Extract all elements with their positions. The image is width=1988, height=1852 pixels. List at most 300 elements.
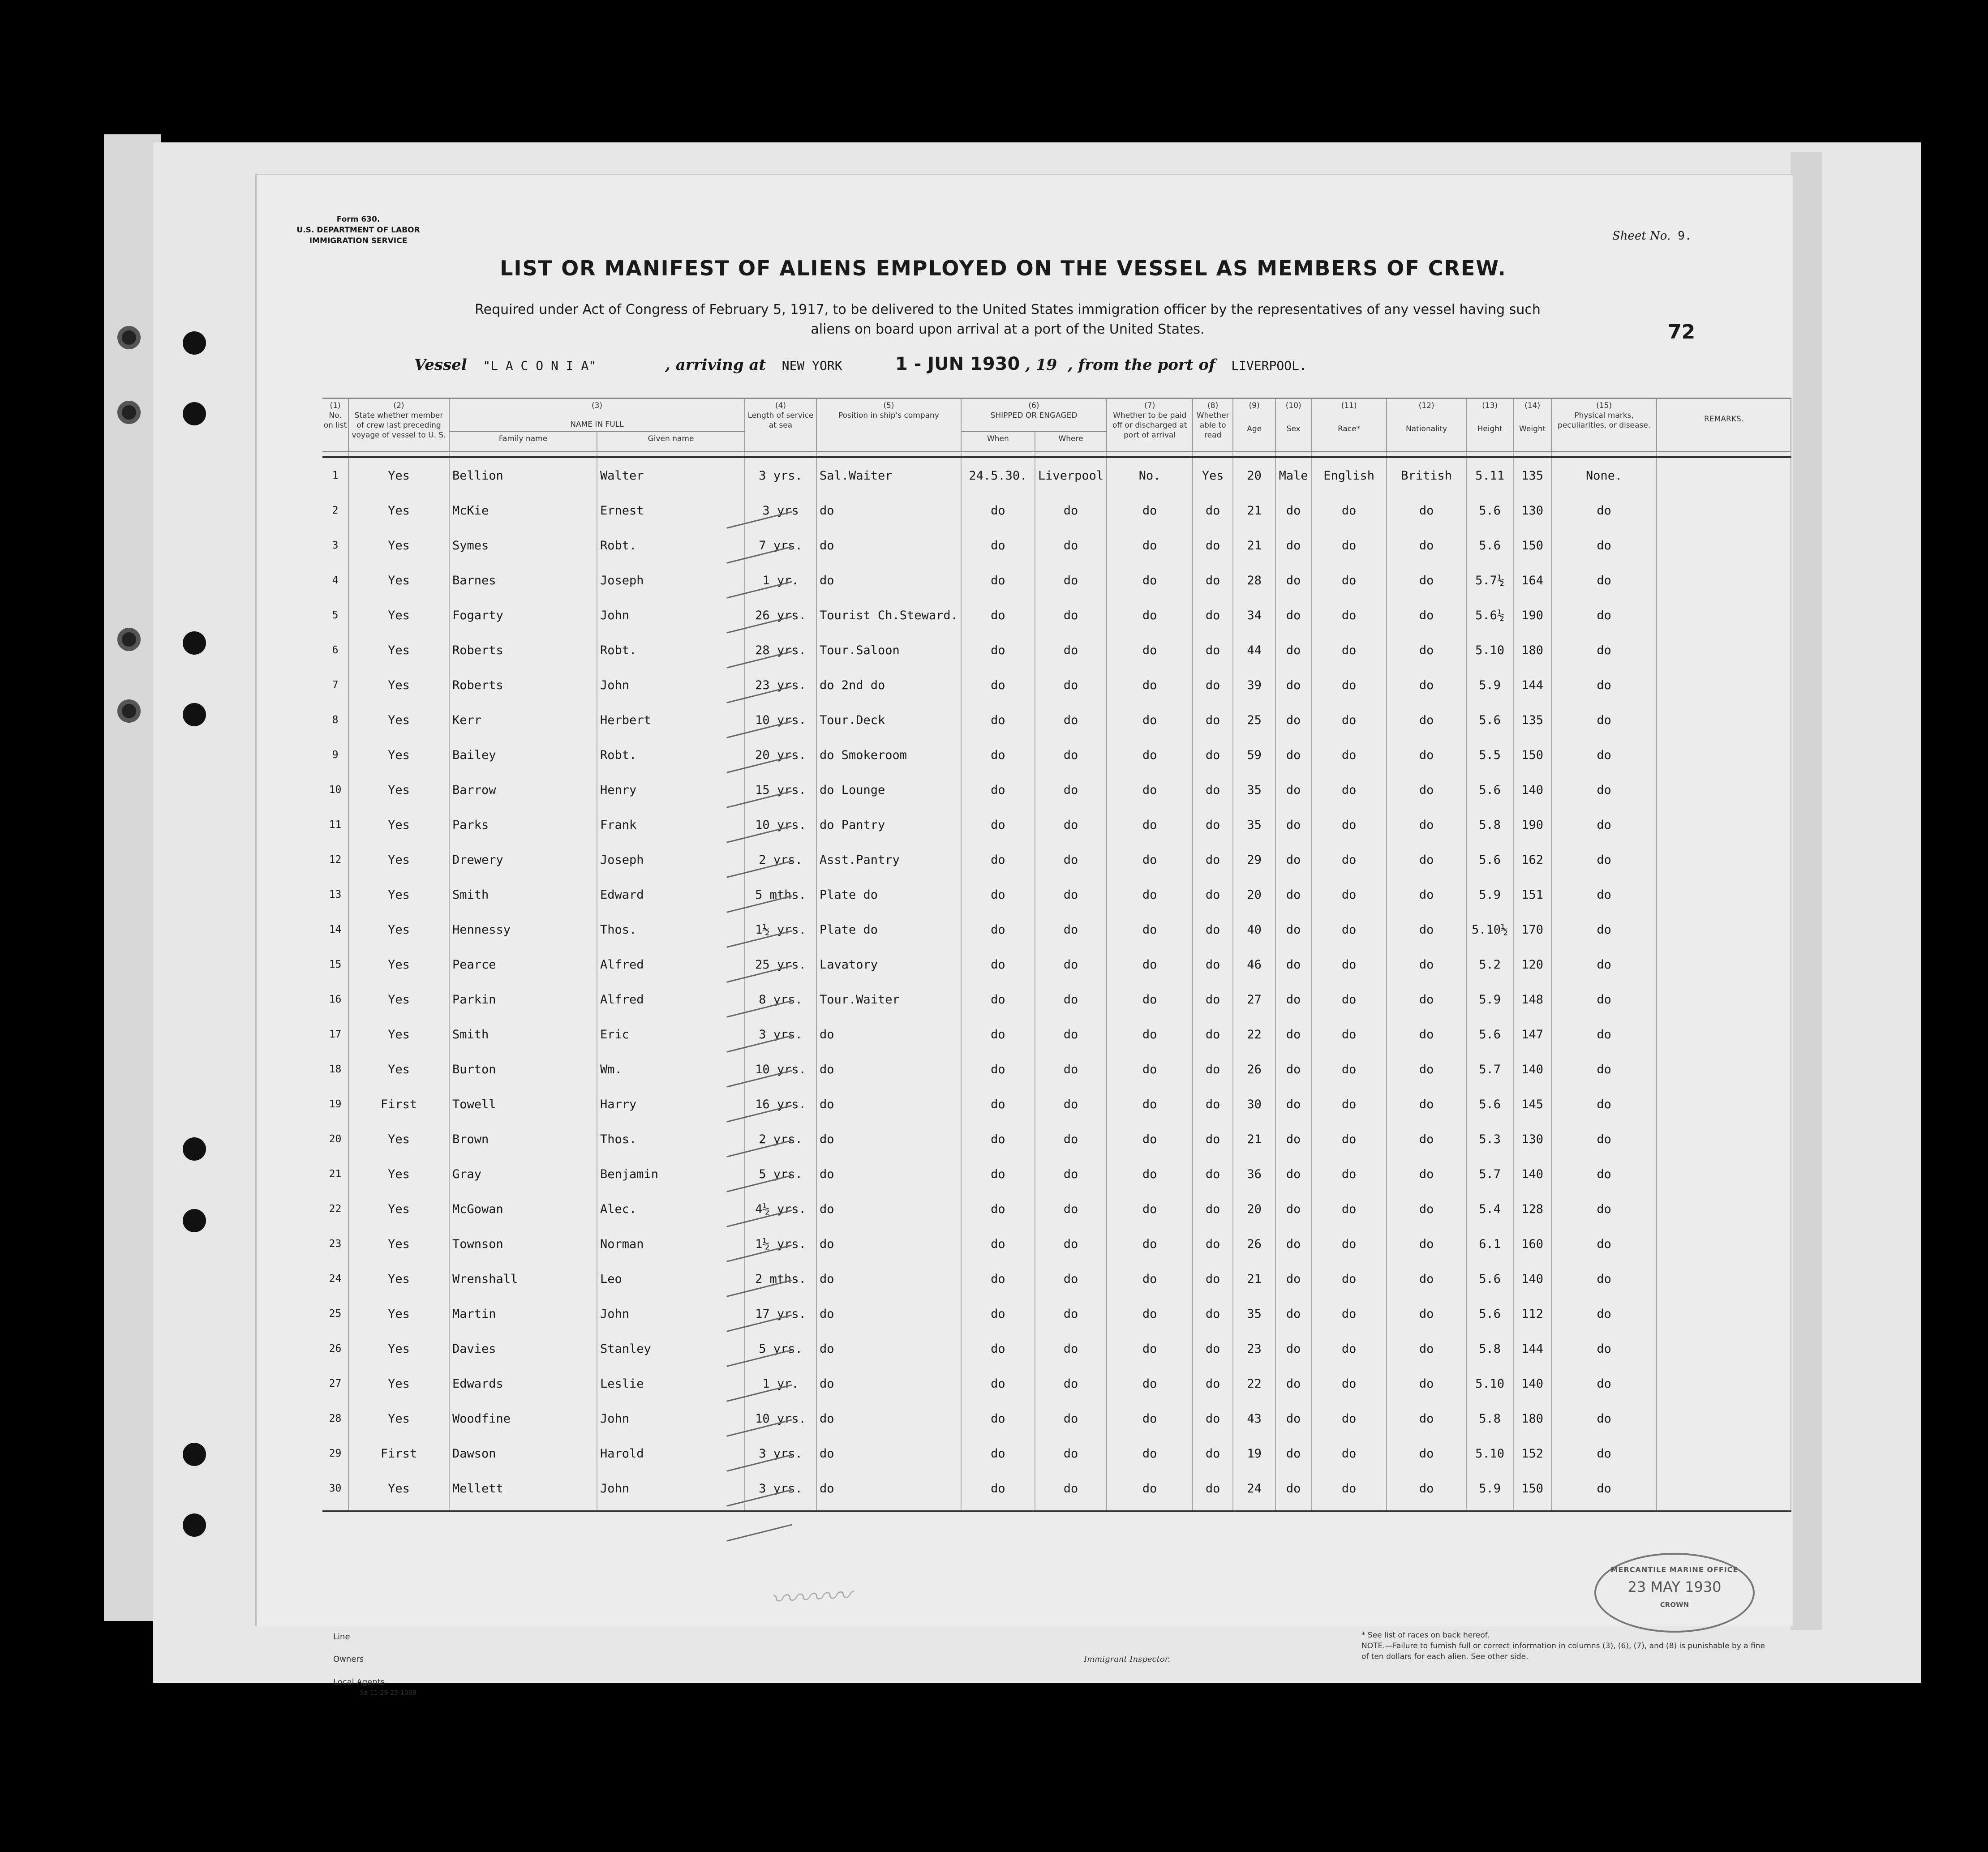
shipped-when-cell: do (961, 877, 1035, 912)
row-number-cell: 28 (322, 1401, 348, 1436)
crew-row (322, 1017, 1791, 1052)
able-to-read-cell: do (1193, 1157, 1233, 1192)
prior-voyage-cell: Yes (348, 772, 449, 807)
race-cell: do (1311, 1366, 1387, 1401)
paid-off-cell: do (1107, 1226, 1193, 1261)
given-name-cell: Thos. (597, 1122, 745, 1157)
race-cell: do (1311, 807, 1387, 842)
stamp-top-text: MERCANTILE MARINE OFFICE (1610, 1565, 1739, 1574)
paid-off-cell: do (1107, 1401, 1193, 1436)
crew-row (322, 877, 1791, 912)
paid-off-cell: do (1107, 1471, 1193, 1506)
able-to-read-cell: Yes (1193, 457, 1233, 493)
position-cell: Tourist Ch.Steward. (816, 598, 961, 633)
given-name-header: Given name (597, 432, 745, 451)
race-cell: do (1311, 877, 1387, 912)
able-to-read-cell: do (1193, 947, 1233, 982)
nationality-cell: do (1387, 877, 1466, 912)
physical-marks-cell: do (1551, 633, 1657, 668)
given-name-cell: John (597, 668, 745, 703)
remarks-cell (1657, 1401, 1791, 1436)
given-name-cell: Alfred (597, 947, 745, 982)
nationality-cell: do (1387, 1192, 1466, 1226)
shipped-where-cell: do (1035, 1226, 1107, 1261)
weight-cell: 160 (1513, 1226, 1551, 1261)
prior-voyage-cell: Yes (348, 947, 449, 982)
physical-marks-cell: do (1551, 563, 1657, 598)
family-name-cell: Gray (449, 1157, 597, 1192)
office-stamp (1594, 1553, 1755, 1633)
physical-marks-cell: do (1551, 1157, 1657, 1192)
stamp-bottom-text: CROWN (1660, 1601, 1689, 1609)
family-name-cell: Barnes (449, 563, 597, 598)
shipped-where-cell: do (1035, 1157, 1107, 1192)
weight-cell: 140 (1513, 772, 1551, 807)
remarks-cell (1657, 1122, 1791, 1157)
given-name-cell: Leslie (597, 1366, 745, 1401)
age-cell: 23 (1233, 1331, 1275, 1366)
weight-cell: 150 (1513, 528, 1551, 563)
remarks-cell (1657, 528, 1791, 563)
nationality-cell: do (1387, 1366, 1466, 1401)
height-cell: 5.6 (1466, 703, 1513, 737)
sex-cell: do (1275, 1157, 1311, 1192)
vessel-label: Vessel (414, 356, 467, 374)
height-cell: 5.11 (1466, 457, 1513, 493)
race-cell: do (1311, 1331, 1387, 1366)
shipped-when-cell: do (961, 1087, 1035, 1122)
remarks-cell (1657, 1261, 1791, 1296)
race-cell: do (1311, 1261, 1387, 1296)
height-cell: 5.2 (1466, 947, 1513, 982)
paid-off-cell: do (1107, 772, 1193, 807)
rule-cell (1387, 1506, 1466, 1511)
sheet-number-label: Sheet No. (1612, 229, 1671, 243)
age-cell: 35 (1233, 1296, 1275, 1331)
service-length-cell: 3 yrs (745, 493, 816, 528)
row-number-cell: 4 (322, 563, 348, 598)
family-name-cell: Parkin (449, 982, 597, 1017)
height-cell: 5.7 (1466, 1052, 1513, 1087)
shipped-where-cell: do (1035, 1087, 1107, 1122)
able-to-read-cell: do (1193, 807, 1233, 842)
row-number-cell: 6 (322, 633, 348, 668)
family-name-cell: Smith (449, 1017, 597, 1052)
shipped-where-cell: do (1035, 772, 1107, 807)
shipped-where-cell: do (1035, 1471, 1107, 1506)
row-number-cell: 21 (322, 1157, 348, 1192)
nationality-cell: do (1387, 1087, 1466, 1122)
prior-voyage-cell: Yes (348, 528, 449, 563)
shipped-where-cell: Liverpool (1035, 457, 1107, 493)
stamp-date: 23 MAY 1930 (1627, 1578, 1722, 1595)
nationality-cell: do (1387, 947, 1466, 982)
row-number-cell: 16 (322, 982, 348, 1017)
row-number-cell: 14 (322, 912, 348, 947)
family-name-cell: Parks (449, 807, 597, 842)
shipped-when-cell: do (961, 1401, 1035, 1436)
shipped-where-cell: do (1035, 633, 1107, 668)
footer-agents-label: Local Agents (333, 1677, 385, 1687)
from-port-label: , from the port of (1067, 356, 1215, 374)
form-service: IMMIGRATION SERVICE (309, 236, 408, 245)
physical-marks-cell: do (1551, 703, 1657, 737)
sex-cell: do (1275, 1052, 1311, 1087)
height-cell: 5.6 (1466, 842, 1513, 877)
row-number-cell: 18 (322, 1052, 348, 1087)
nationality-cell: British (1387, 457, 1466, 493)
able-to-read-cell: do (1193, 598, 1233, 633)
prior-voyage-cell: First (348, 1087, 449, 1122)
shipped-where-cell: do (1035, 807, 1107, 842)
column-header: (5) Position in ship's company (816, 399, 961, 452)
nationality-cell: do (1387, 1436, 1466, 1471)
crew-rows (322, 451, 1791, 1511)
service-length-cell: 26 yrs. (745, 598, 816, 633)
position-cell: Tour.Waiter (816, 982, 961, 1017)
shipped-when-cell: do (961, 807, 1035, 842)
able-to-read-cell: do (1193, 737, 1233, 772)
shipped-when-cell: do (961, 982, 1035, 1017)
weight-cell: 190 (1513, 807, 1551, 842)
height-cell: 5.9 (1466, 668, 1513, 703)
shipped-when-cell: do (961, 737, 1035, 772)
binder-hole (117, 699, 141, 723)
binder-hole (183, 1209, 206, 1232)
age-cell: 35 (1233, 772, 1275, 807)
family-name-cell: Townson (449, 1226, 597, 1261)
weight-cell: 140 (1513, 1261, 1551, 1296)
service-length-cell: 7 yrs. (745, 528, 816, 563)
prior-voyage-cell: Yes (348, 842, 449, 877)
position-cell: Lavatory (816, 947, 961, 982)
service-length-cell: 1½ yrs. (745, 912, 816, 947)
given-name-cell: John (597, 1471, 745, 1506)
age-cell: 29 (1233, 842, 1275, 877)
rule-cell (816, 1506, 961, 1511)
race-cell: do (1311, 772, 1387, 807)
height-cell: 5.10 (1466, 633, 1513, 668)
position-cell: do (816, 1261, 961, 1296)
physical-marks-cell: do (1551, 1226, 1657, 1261)
column-header: (11) Race* (1311, 399, 1387, 452)
crew-row (322, 1436, 1791, 1471)
race-cell: do (1311, 842, 1387, 877)
sex-cell: do (1275, 912, 1311, 947)
weight-cell: 135 (1513, 703, 1551, 737)
crew-row (322, 1366, 1791, 1401)
given-name-cell: Harold (597, 1436, 745, 1471)
able-to-read-cell: do (1193, 1436, 1233, 1471)
physical-marks-cell: do (1551, 1471, 1657, 1506)
shipped-where-cell: do (1035, 563, 1107, 598)
age-cell: 26 (1233, 1226, 1275, 1261)
sheet-number-value: 9. (1678, 229, 1692, 243)
age-cell: 21 (1233, 1261, 1275, 1296)
races-note: * See list of races on back hereof. (1361, 1631, 1490, 1640)
subtitle-line: Required under Act of Congress of February 5, 1917, to be delivered to the United States immigration officer by the representatives of any vessel having such (475, 302, 1541, 317)
row-number-cell: 27 (322, 1366, 348, 1401)
race-cell: do (1311, 1157, 1387, 1192)
able-to-read-cell: do (1193, 1261, 1233, 1296)
physical-marks-cell: do (1551, 1261, 1657, 1296)
age-cell: 35 (1233, 807, 1275, 842)
nationality-cell: do (1387, 772, 1466, 807)
race-cell: do (1311, 1052, 1387, 1087)
remarks-cell (1657, 1366, 1791, 1401)
shipped-when-cell: do (961, 772, 1035, 807)
remarks-cell (1657, 842, 1791, 877)
height-cell: 5.9 (1466, 982, 1513, 1017)
prior-voyage-cell: Yes (348, 912, 449, 947)
family-name-cell: Towell (449, 1087, 597, 1122)
age-cell: 39 (1233, 668, 1275, 703)
shipped-where-cell: do (1035, 493, 1107, 528)
weight-cell: 162 (1513, 842, 1551, 877)
service-length-cell: 28 yrs. (745, 633, 816, 668)
weight-cell: 180 (1513, 633, 1551, 668)
height-cell: 5.10½ (1466, 912, 1513, 947)
arrival-date-stamp: 1 - JUN 1930 (895, 354, 1020, 374)
given-name-cell: Leo (597, 1261, 745, 1296)
weight-cell: 130 (1513, 1122, 1551, 1157)
paid-off-cell: do (1107, 807, 1193, 842)
height-cell: 5.9 (1466, 1471, 1513, 1506)
position-cell: do (816, 1052, 961, 1087)
weight-cell: 145 (1513, 1087, 1551, 1122)
service-length-cell: 5 mths. (745, 877, 816, 912)
rule-cell (1233, 1506, 1275, 1511)
sex-cell: do (1275, 668, 1311, 703)
position-cell: do (816, 1366, 961, 1401)
shipped-where-header: Where (1035, 432, 1107, 451)
rule-cell (1551, 1506, 1657, 1511)
weight-cell: 170 (1513, 912, 1551, 947)
service-length-cell: 10 yrs. (745, 1052, 816, 1087)
service-length-cell: 25 yrs. (745, 947, 816, 982)
shipped-where-cell: do (1035, 1192, 1107, 1226)
weight-cell: 164 (1513, 563, 1551, 598)
row-number-cell: 20 (322, 1122, 348, 1157)
row-number-cell: 1 (322, 457, 348, 493)
given-name-cell: John (597, 1401, 745, 1436)
crew-row (322, 528, 1791, 563)
rule-cell (961, 1506, 1035, 1511)
position-cell: Plate do (816, 877, 961, 912)
subtitle-line: aliens on board upon arrival at a port of the United States. (811, 322, 1205, 337)
physical-marks-cell: do (1551, 493, 1657, 528)
crew-row (322, 737, 1791, 772)
height-cell: 5.7½ (1466, 563, 1513, 598)
binder-hole (183, 331, 206, 355)
prior-voyage-cell: Yes (348, 703, 449, 737)
nationality-cell: do (1387, 528, 1466, 563)
rule-cell (745, 1506, 816, 1511)
paid-off-cell: do (1107, 982, 1193, 1017)
age-cell: 44 (1233, 633, 1275, 668)
remarks-cell (1657, 1296, 1791, 1331)
paid-off-cell: do (1107, 668, 1193, 703)
year-label: , 19 (1025, 356, 1057, 374)
weight-cell: 190 (1513, 598, 1551, 633)
height-cell: 5.8 (1466, 1401, 1513, 1436)
height-cell: 5.7 (1466, 1157, 1513, 1192)
sex-cell: do (1275, 807, 1311, 842)
height-cell: 5.6 (1466, 1261, 1513, 1296)
nationality-cell: do (1387, 563, 1466, 598)
weight-cell: 112 (1513, 1296, 1551, 1331)
shipped-where-cell: do (1035, 737, 1107, 772)
shipped-when-cell: do (961, 563, 1035, 598)
footer-line-label: Line (333, 1632, 350, 1642)
column-header: REMARKS. (1657, 399, 1791, 452)
given-name-cell: Frank (597, 807, 745, 842)
remarks-cell (1657, 772, 1791, 807)
physical-marks-cell: do (1551, 1436, 1657, 1471)
crew-row (322, 1122, 1791, 1157)
weight-cell: 140 (1513, 1366, 1551, 1401)
crew-row (322, 493, 1791, 528)
crew-row (322, 947, 1791, 982)
remarks-cell (1657, 877, 1791, 912)
remarks-cell (1657, 1436, 1791, 1471)
age-cell: 34 (1233, 598, 1275, 633)
remarks-cell (1657, 1017, 1791, 1052)
family-name-cell: Dawson (449, 1436, 597, 1471)
race-cell: do (1311, 668, 1387, 703)
service-length-cell: 3 yrs. (745, 457, 816, 493)
service-length-cell: 10 yrs. (745, 703, 816, 737)
service-length-cell: 4½ yrs. (745, 1192, 816, 1226)
nationality-cell: do (1387, 1226, 1466, 1261)
family-name-cell: Burton (449, 1052, 597, 1087)
row-number-cell: 12 (322, 842, 348, 877)
prior-voyage-cell: Yes (348, 1017, 449, 1052)
physical-marks-cell: do (1551, 807, 1657, 842)
weight-cell: 150 (1513, 737, 1551, 772)
age-cell: 27 (1233, 982, 1275, 1017)
race-cell: do (1311, 1436, 1387, 1471)
prior-voyage-cell: Yes (348, 877, 449, 912)
race-cell: do (1311, 563, 1387, 598)
shipped-when-cell: do (961, 947, 1035, 982)
given-name-cell: John (597, 1296, 745, 1331)
family-name-cell: Roberts (449, 668, 597, 703)
paid-off-cell: do (1107, 1296, 1193, 1331)
family-name-cell: McKie (449, 493, 597, 528)
physical-marks-cell: do (1551, 528, 1657, 563)
crew-row (322, 772, 1791, 807)
shipped-where-cell: do (1035, 1331, 1107, 1366)
rule-cell (348, 1506, 449, 1511)
penalty-note: NOTE.—Failure to furnish full or correct information in columns (3), (6), (7), and (8) is punishable by a fine of ten dollars for each alien. See other side. (1361, 1642, 1765, 1661)
weight-cell: 130 (1513, 493, 1551, 528)
service-length-cell: 5 yrs. (745, 1331, 816, 1366)
race-cell: do (1311, 912, 1387, 947)
given-name-cell: Henry (597, 772, 745, 807)
given-name-cell: Joseph (597, 842, 745, 877)
physical-marks-cell: do (1551, 947, 1657, 982)
height-cell: 5.6½ (1466, 598, 1513, 633)
race-cell: do (1311, 1401, 1387, 1436)
row-number-cell: 17 (322, 1017, 348, 1052)
position-cell: Tour.Deck (816, 703, 961, 737)
service-length-cell: 3 yrs. (745, 1436, 816, 1471)
able-to-read-cell: do (1193, 528, 1233, 563)
paid-off-cell: do (1107, 947, 1193, 982)
crew-row (322, 1401, 1791, 1436)
prior-voyage-cell: Yes (348, 1366, 449, 1401)
able-to-read-cell: do (1193, 1052, 1233, 1087)
shipped-when-cell: do (961, 1436, 1035, 1471)
sex-cell: do (1275, 842, 1311, 877)
race-cell: do (1311, 1122, 1387, 1157)
remarks-cell (1657, 1052, 1791, 1087)
paid-off-cell: do (1107, 703, 1193, 737)
binder-hole (117, 401, 141, 424)
physical-marks-cell: do (1551, 668, 1657, 703)
shipped-where-cell: do (1035, 1296, 1107, 1331)
age-cell: 40 (1233, 912, 1275, 947)
position-cell: Tour.Saloon (816, 633, 961, 668)
shipped-when-cell: do (961, 493, 1035, 528)
paid-off-cell: do (1107, 1436, 1193, 1471)
family-name-cell: McGowan (449, 1192, 597, 1226)
form-department: U.S. DEPARTMENT OF LABOR (296, 226, 420, 235)
height-cell: 5.8 (1466, 1331, 1513, 1366)
crew-row (322, 1052, 1791, 1087)
position-cell: do Pantry (816, 807, 961, 842)
shipped-when-cell: do (961, 1366, 1035, 1401)
binder-hole (183, 703, 206, 726)
column-header: (13) Height (1466, 399, 1513, 452)
given-name-cell: Eric (597, 1017, 745, 1052)
shipped-where-cell: do (1035, 1436, 1107, 1471)
given-name-cell: Benjamin (597, 1157, 745, 1192)
sex-cell: do (1275, 703, 1311, 737)
age-cell: 30 (1233, 1087, 1275, 1122)
race-cell: do (1311, 947, 1387, 982)
able-to-read-cell: do (1193, 703, 1233, 737)
sex-cell: do (1275, 563, 1311, 598)
age-cell: 20 (1233, 457, 1275, 493)
rule-cell (1311, 1506, 1387, 1511)
rule-cell (1193, 1506, 1233, 1511)
physical-marks-cell: do (1551, 1401, 1657, 1436)
nationality-cell: do (1387, 1157, 1466, 1192)
given-name-cell: Robt. (597, 528, 745, 563)
remarks-cell (1657, 1226, 1791, 1261)
shipped-where-cell: do (1035, 528, 1107, 563)
nationality-cell: do (1387, 668, 1466, 703)
family-name-cell: Hennessy (449, 912, 597, 947)
age-cell: 36 (1233, 1157, 1275, 1192)
crew-row (322, 633, 1791, 668)
crew-row (322, 598, 1791, 633)
prior-voyage-cell: Yes (348, 1296, 449, 1331)
paid-off-cell: do (1107, 598, 1193, 633)
service-length-cell: 1 yr. (745, 563, 816, 598)
nationality-cell: do (1387, 1471, 1466, 1506)
column-header: (4) Length of service at sea (745, 399, 816, 452)
physical-marks-cell: do (1551, 1192, 1657, 1226)
remarks-cell (1657, 982, 1791, 1017)
nationality-cell: do (1387, 1261, 1466, 1296)
binder-hole (183, 1513, 206, 1537)
arriving-label: , arriving at (665, 356, 766, 374)
race-cell: do (1311, 1192, 1387, 1226)
height-cell: 5.10 (1466, 1436, 1513, 1471)
